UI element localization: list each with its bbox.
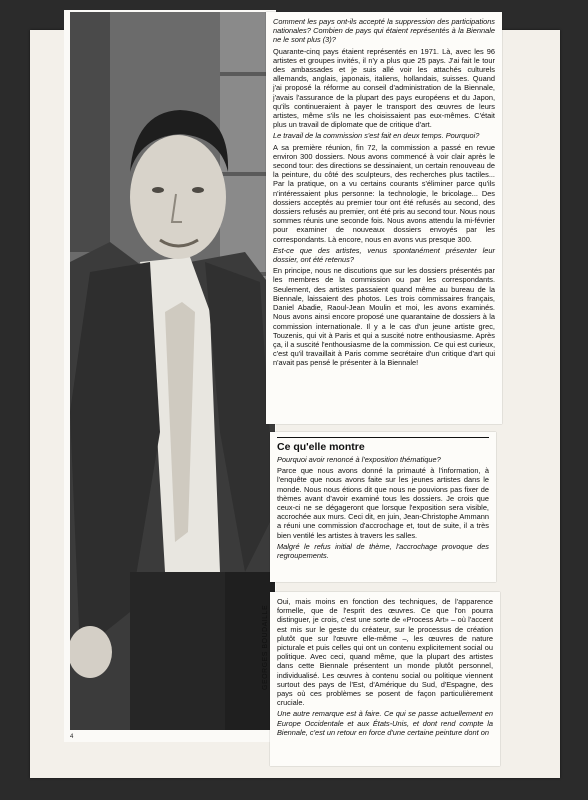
interview-answer: En principe, nous ne discutions que sur les dossiers présentés par les membres de la commission ou par les correspondants. Seulement, des artistes passaient quand même au bureau de la Biennale, laissaient des photos. Les trois commissaires français, Daniel Abadie, Raoul-Jean Moulin et moi, les avons examinés. Nous avons ainsi encore proposé une quarantaine de dossiers à la commission internationale. Il y a le cas d'un jeune artiste grec, Touzenis, qui vit à Paris et qui a suscité notre enthousiasme. Après ça, il a suscité l'enthousiasme de la commission. Ce qui est curieux, c'est qu'il travaillait à Paris comme secrétaire d'un critique d'art qui n'avait pas pensé le présenter à la Biennale!: [273, 266, 495, 368]
interview-question: Une autre remarque est à faire. Ce qui se passe actuellement en Europe Occidentale et aux États-Unis, et dont rend compte la Biennale, c'est un retour en force d'une certaine peinture dont on: [277, 709, 493, 737]
interview-question: Est-ce que des artistes, venus spontanément présenter leur dossier, ont été retenus?: [273, 245, 495, 265]
section-rule: [277, 437, 489, 438]
interview-answer: Quarante-cinq pays étaient représentés en 1971. Là, avec les 96 artistes et groupes invités, il n'y a plus que 25 pays. J'ai fait le tour des ambassades et je suis allé voir les attachés culturels allemands, anglais, japonais, italiens, hollandais, suisses. Quand j'ai proposé la réforme au conseil d'administration de la Biennale, j'avais l'assurance de la plupart des pays européens et du Japon, qu'ils continueraient à payer le transport des œuvres de leurs artistes, même s'ils ne les choisissaient pas eux-mêmes. C'était plus un travail de diplomate que de critique d'art.: [273, 46, 495, 130]
interview-question: Pourquoi avoir renoncé à l'exposition thématique?: [277, 455, 441, 464]
interview-answer: Oui, mais moins en fonction des techniques, de l'apparence formelle, que de l'esprit des œuvres. Ce que l'on pourra distinguer, je crois, c'est une sorte de «Process Art» – où l'accent est mis sur le geste du créateur, sur le processus de création plutôt que sur l'œuvre elle-même –, les œuvres de nature picturale et puis celles qui ont un contenu explicitement social ou politique. Avec ceci, quand même, que la plupart des artistes dans cette Biennale présentent un monde plutôt personnel, individualisé. Les œuvres à contenu social ou politique viennent surtout des pays de l'Est, d'Amérique du Sud, d'Espagne, des pays où ces problèmes se posent de façon particulièrement cruciale.: [277, 597, 493, 708]
interview-question: Le travail de la commission s'est fait en deux temps. Pourquoi?: [273, 131, 480, 141]
interview-answer: Parce que nous avons donné la primauté à l'information, à l'enquête que nous avons faite sur les jeunes artistes dans le monde. Nous nous étions dit que nous ne pouvions pas fixer de thèmes avant d'avoir examiné tous les dossiers. Je crois que ceux-ci ne se dégageront que lorsque l'exposition sera visible, accrochée aux murs. Ceci dit, en juin, Jean-Christophe Ammann a réuni une commission d'accrochage et, tout de suite, il a très bien ventilé les artistes à travers les salles.: [277, 466, 489, 540]
interview-question: Comment les pays ont-ils accepté la suppression des participations nationales? Combien de pays qui étaient représentés à la Biennale ne le sont plus (3)?: [273, 17, 495, 45]
interview-clipping-3: [270, 592, 500, 766]
portrait-photo: [70, 12, 275, 730]
interview-clipping-1: [266, 12, 502, 424]
section-heading: Ce qu'elle montre: [277, 441, 365, 453]
page-number: 4: [70, 734, 74, 740]
interview-clipping-2: [270, 432, 496, 582]
interview-answer: A sa première réunion, fin 72, la commission a passé en revue environ 300 dossiers. Nous avons commencé à voir clair après le second tour: des directions se dessinaient, un certain renouveau de la peinture, du côté des sculpteurs, des recherches plus tactiles... Par la pratique, on a vu certains courants s'éliminer parce qu'ils n'intéressaient plus personne: la technologie, le bricolage... Des dossiers acceptés au premier tour ont été refusés au second, des dossiers refusés au premier, ont été pris au second tour. Nous nous sommes réunis une seconde fois. Nous avons attendu la mi-février pour examiner de nouveaux dossiers envoyés par les correspondants. Là encore, nous en avons vus presque 300.: [273, 142, 495, 244]
photo-credit: GEORGES BOUDAILLE: [262, 604, 269, 690]
interview-question: Malgré le refus initial de thème, l'accrochage provoque des regroupements.: [277, 541, 489, 561]
portrait-illustration: [70, 12, 275, 730]
